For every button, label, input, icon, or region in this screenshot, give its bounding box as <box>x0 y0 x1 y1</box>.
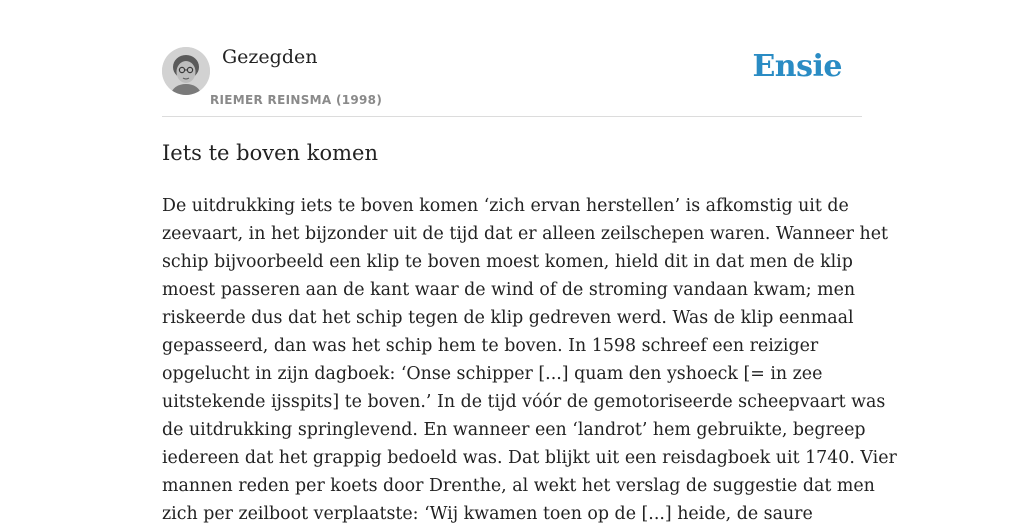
body-line: mannen reden per koets door Drenthe, al wekt het verslag de suggestie dat men <box>162 476 875 496</box>
author-avatar[interactable] <box>162 47 210 95</box>
ensie-logo[interactable]: Ensie <box>752 49 842 84</box>
body-line: opgelucht in zijn dagboek: ‘Onse schipper [...] quam den yshoeck [= in zee <box>162 364 823 384</box>
body-line: schip bijvoorbeeld een klip te boven moest komen, hield dit in dat men de klip <box>162 252 853 272</box>
author-name: RIEMER REINSMA (1998) <box>210 93 383 107</box>
body-line: de uitdrukking springlevend. En wanneer een ‘landrot’ hem gebruikte, begreep <box>162 420 866 440</box>
body-line: zich per zeilboot verplaatste: ‘Wij kwamen toen op de [...] heide, de saure <box>162 504 813 524</box>
body-line: zeevaart, in het bijzonder uit de tijd dat er alleen zeilschepen waren. Wanneer het <box>162 224 888 244</box>
body-line: iedereen dat het grappig bedoeld was. Dat blijkt uit een reisdagboek uit 1740. Vier <box>162 448 897 468</box>
page <box>162 0 897 524</box>
book-title[interactable]: Gezegden <box>222 46 318 68</box>
body-line: De uitdrukking iets te boven komen ‘zich ervan herstellen’ is afkomstig uit de <box>162 196 849 216</box>
body-line: gepasseerd, dan was het schip hem te boven. In 1598 schreef een reiziger <box>162 336 819 356</box>
entry-title: Iets te boven komen <box>162 141 378 165</box>
body-line: moest passeren aan de kant waar de wind of de stroming vandaan kwam; men <box>162 280 856 300</box>
body-line: riskeerde dus dat het schip tegen de klip gedreven werd. Was de klip eenmaal <box>162 308 854 328</box>
author-portrait-icon <box>162 47 210 95</box>
body-line: uitstekende ijsspits] te boven.’ In de tijd vóór de gemotoriseerde scheepvaart was <box>162 392 886 412</box>
entry-header <box>162 0 862 117</box>
entry-body <box>162 192 897 528</box>
